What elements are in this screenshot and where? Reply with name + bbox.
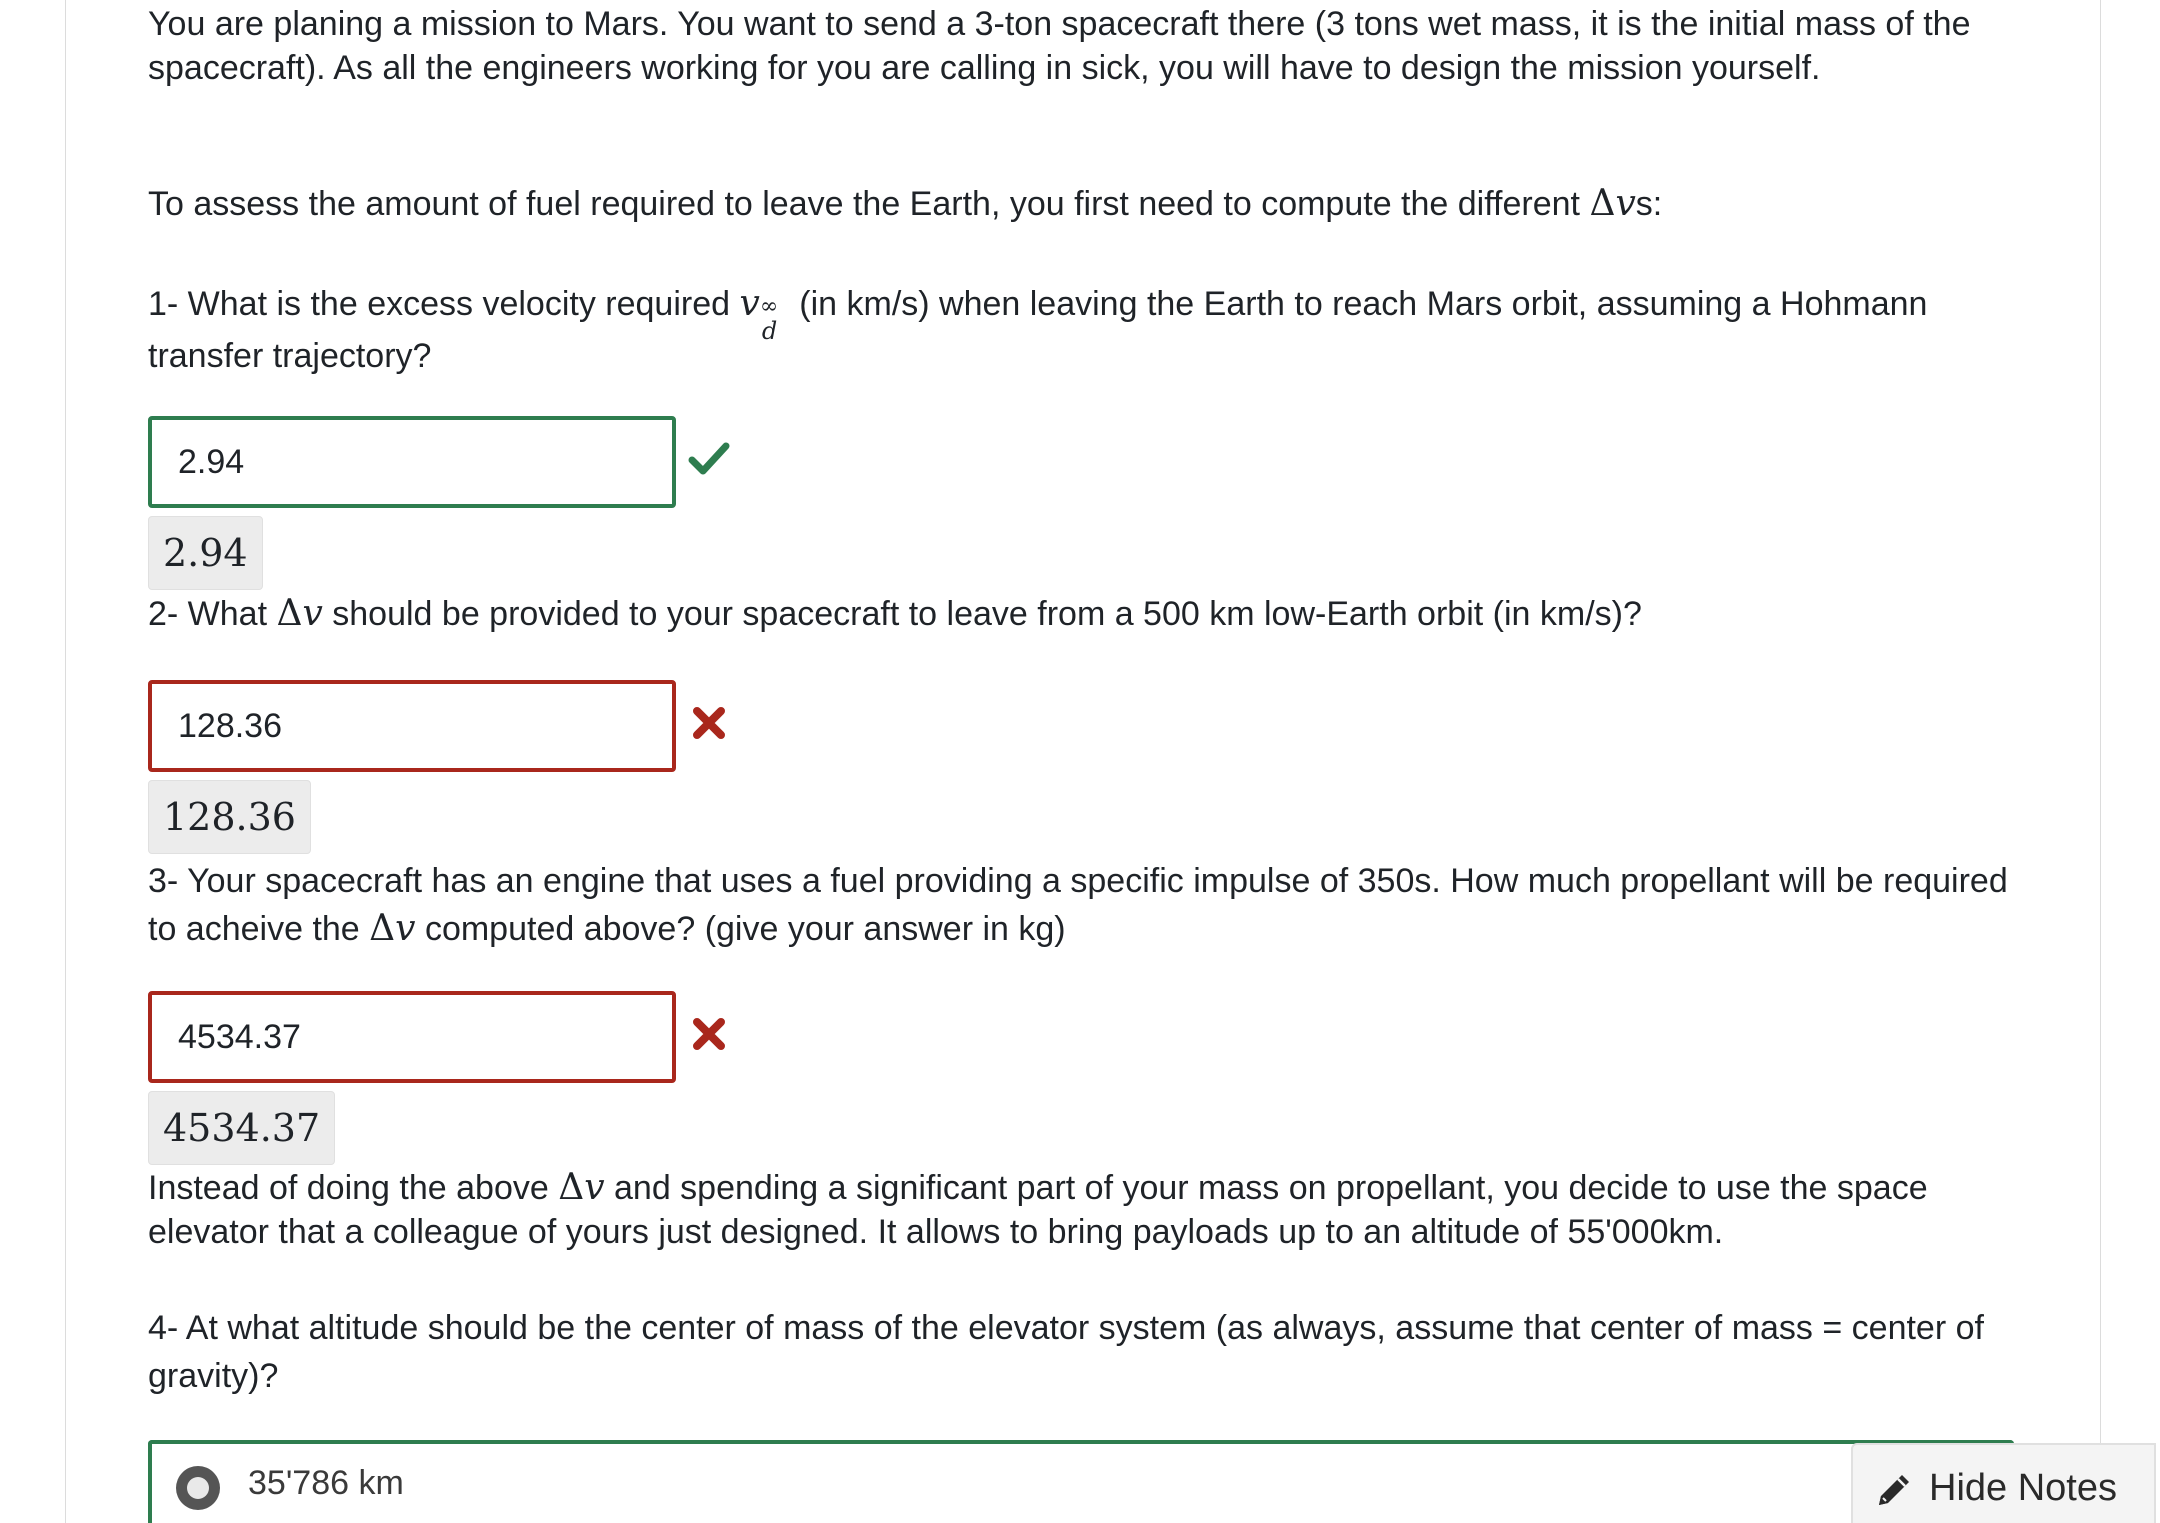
math-var-v: v [739,283,760,324]
hide-notes-label: Hide Notes [1929,1467,2117,1509]
math-var-v: v [1615,183,1636,224]
infinity-superscript: ∞ [759,294,779,319]
d-subscript: d [761,317,778,345]
answer-preview-2: 128.36 [148,780,311,854]
math-sup-sub [759,294,790,345]
question-4-text: 4- At what altitude should be the center of mass of the elevator system (as always, assume that center of mass = center of gravity)? [148,1309,1984,1395]
question-3-text: 3- Your spacecraft has an engine that uses a fuel providing a specific impulse of 350s. How much propellant will be required to acheive the Δv computed above? (give your answer in kg) [148,862,2008,949]
question-2 [148,592,2028,636]
delta-symbol: Δ [1589,183,1616,224]
elevator-paragraph [148,1166,2028,1254]
math-var-v: v [584,1167,605,1208]
intro-text: You are planing a mission to Mars. You want to send a 3-ton spacecraft there (3 tons wet mass, it is the initial mass of the spacecraft). As all the engineers working for you are calling in sick, you will have to design the mission yourself. [148,5,1971,87]
answer-input-3[interactable] [148,991,676,1083]
answer-input-2[interactable] [148,680,676,772]
delta-symbol: Δ [369,908,396,949]
question-2-text: 2- What Δv should be provided to your spacecraft to leave from a 500 km low-Earth orbit (in km/s)? [148,593,1642,634]
question-1-text: 1- What is the excess velocity required v ∞ d (in km/s) when leaving the Earth to reach Mars orbit, assuming a Hohmann transfer trajectory? [148,283,1928,375]
pencil-icon [1873,1469,1915,1511]
intro-paragraph [148,2,2028,90]
question-3 [148,857,2028,953]
cross-icon [684,1009,734,1059]
delta-symbol: Δ [558,1167,585,1208]
answer-input-1[interactable] [148,416,676,508]
question-1 [148,278,2028,382]
choice-label: 35'786 km [248,1464,404,1502]
checkmark-icon [684,434,734,484]
cross-icon [684,698,734,748]
hide-notes-button[interactable] [1851,1443,2156,1523]
answer-preview-3: 4534.37 [148,1091,335,1165]
answer-preview-1: 2.94 [148,516,263,590]
math-var-v: v [302,593,323,634]
intro-paragraph-2 [148,182,2028,226]
answer-choice-1[interactable] [148,1440,2014,1523]
radio-button[interactable] [176,1466,220,1510]
elevator-text: Instead of doing the above Δv and spending a significant part of your mass on propellant, you decide to use the space elevator that a colleague of yours just designed. It allows to bring payloads up to an altitude of 55'000km. [148,1167,1928,1251]
question-4 [148,1304,2028,1400]
math-var-v: v [395,908,416,949]
intro-text-2: To assess the amount of fuel required to leave the Earth, you first need to compute the different Δvs: [148,183,1663,224]
delta-symbol: Δ [276,593,303,634]
